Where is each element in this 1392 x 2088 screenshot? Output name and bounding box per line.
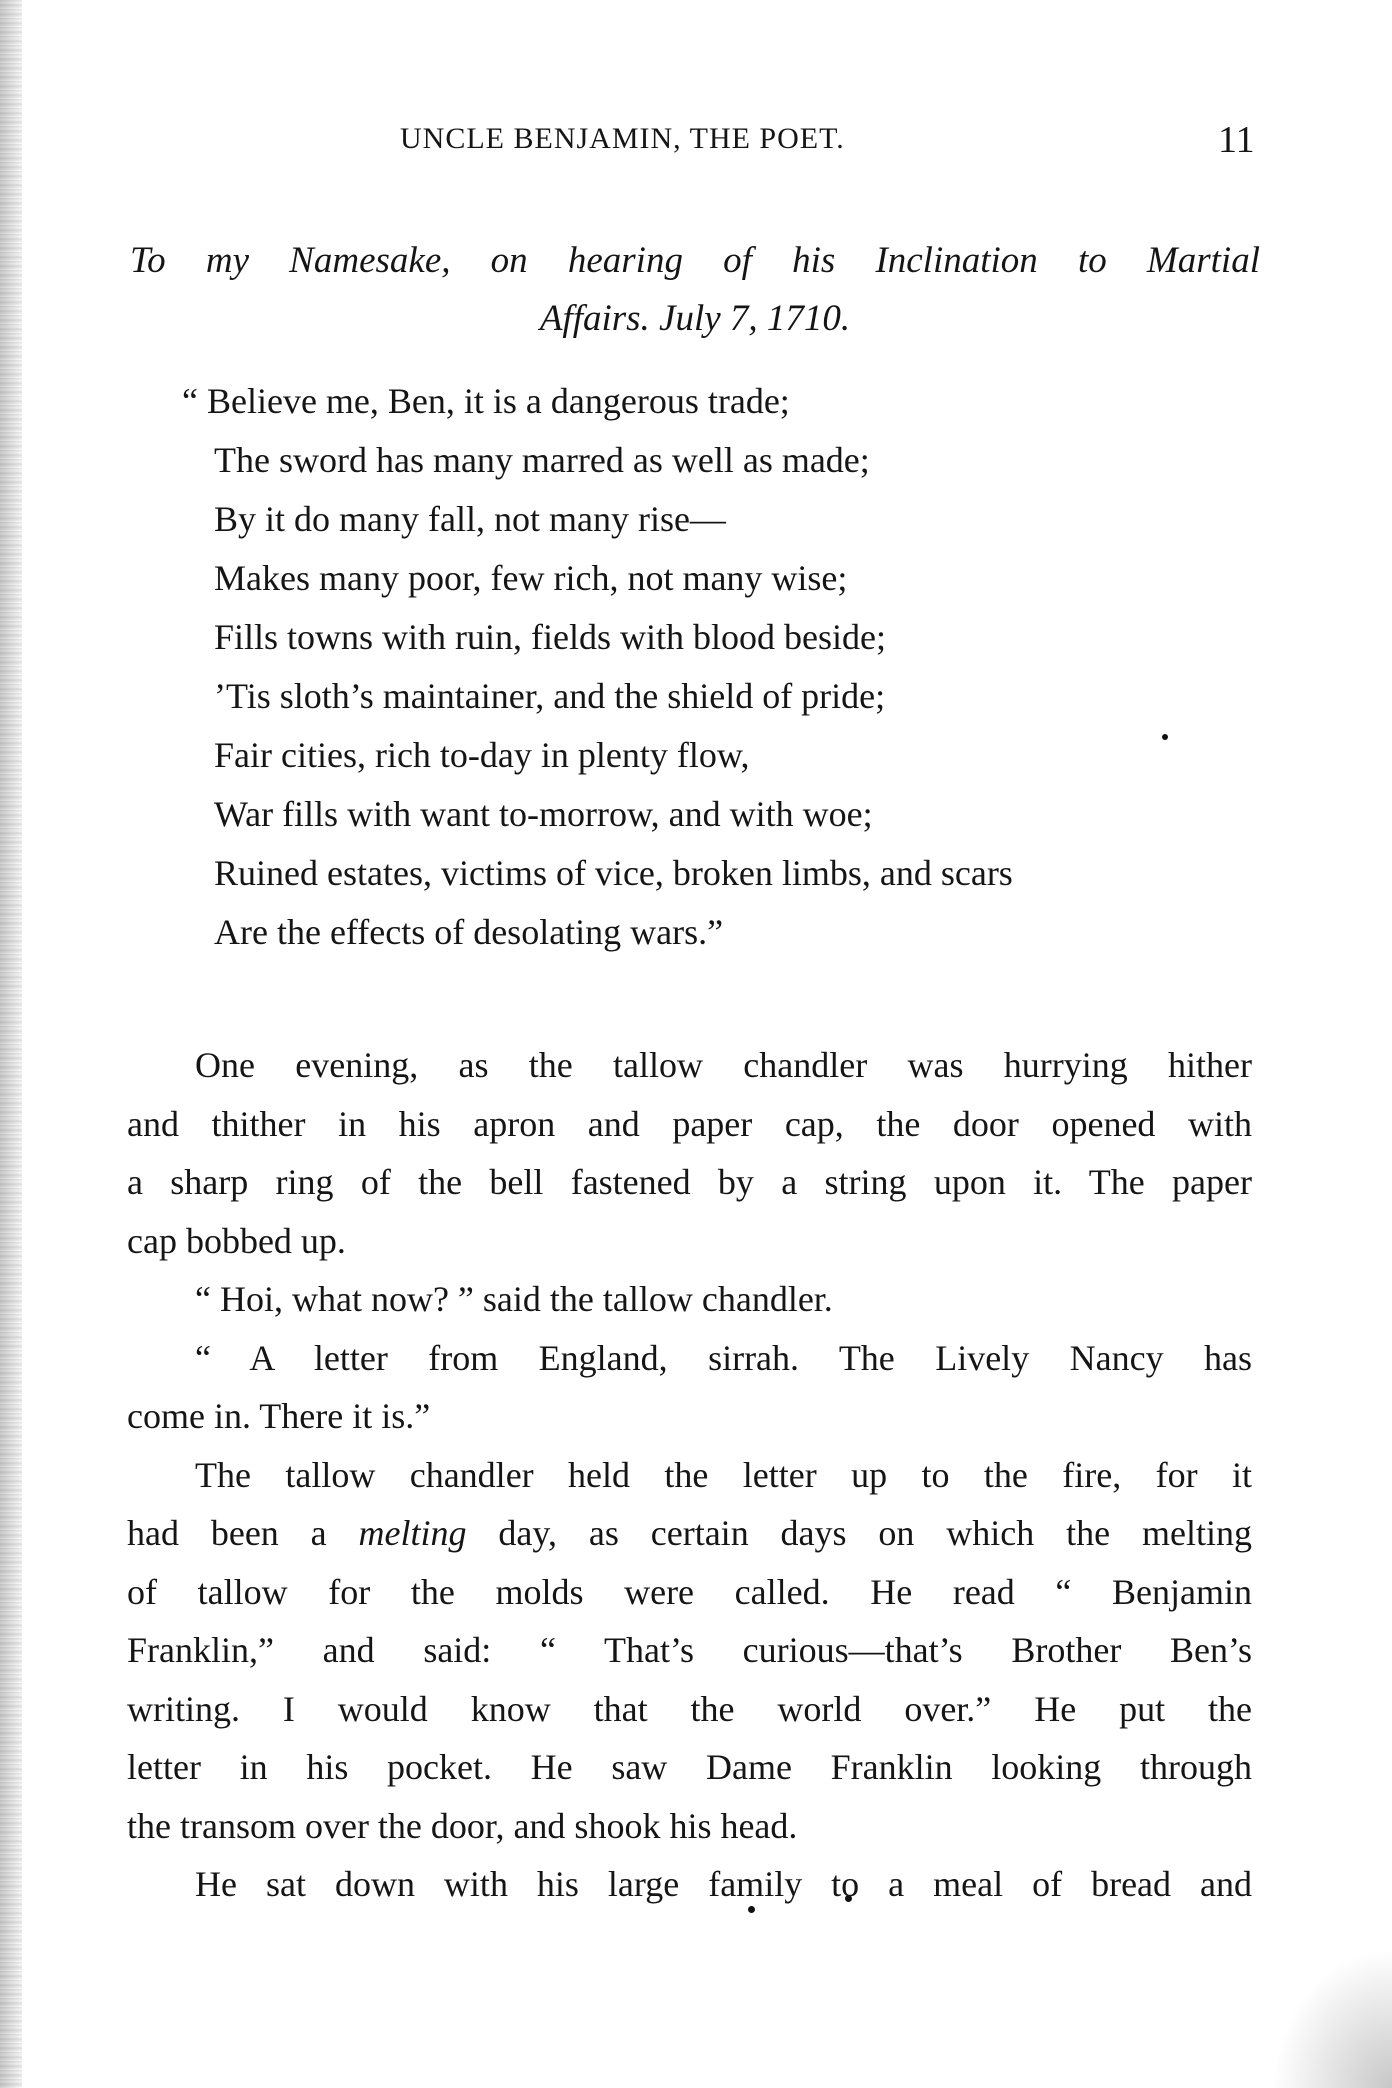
poem-line: The sword has many marred as well as made;: [214, 440, 870, 480]
poem-line: War fills with want to-morrow, and with woe;: [214, 794, 873, 834]
page-number: 11: [1218, 119, 1255, 161]
poem-line: Ruined estates, victims of vice, broken limbs, and scars: [214, 853, 1013, 893]
prose-line: a sharp ring of the bell fastened by a string upon it. The paper: [127, 1162, 1252, 1202]
prose-line: Franklin,” and said: “ That’s curious—that’s Brother Ben’s: [127, 1630, 1252, 1670]
prose-line: come in. There it is.”: [127, 1396, 431, 1436]
prose-line: “ A letter from England, sirrah. The Lively Nancy has: [195, 1337, 1252, 1378]
poem-line: Are the effects of desolating wars.”: [214, 912, 724, 952]
poem-heading: [130, 232, 1260, 348]
poem-line: Makes many poor, few rich, not many wise;: [214, 558, 848, 598]
poem-line: Fills towns with ruin, fields with blood beside;: [214, 617, 886, 657]
poem-line: ’Tis sloth’s maintainer, and the shield of pride;: [214, 676, 886, 716]
prose-text: had been a: [127, 1513, 359, 1553]
running-head-title: UNCLE BENJAMIN, THE POET.: [400, 122, 845, 155]
poem-line: “ Believe me, Ben, it is a dangerous trade;: [182, 381, 790, 421]
running-head: [0, 118, 1392, 168]
prose-line: and thither in his apron and paper cap, the door opened with: [127, 1103, 1252, 1144]
poem-line: Fair cities, rich to-day in plenty flow,: [214, 735, 750, 775]
poem-heading-line-2: Affairs. July 7, 1710.: [539, 298, 851, 339]
scan-corner-shadow: [1272, 1948, 1392, 2088]
scan-edge-shadow: [0, 0, 22, 2088]
poem-line: By it do many fall, not many rise—: [214, 499, 726, 539]
prose-body: [127, 1036, 1252, 1914]
prose-line: “ Hoi, what now? ” said the tallow chandler.: [195, 1279, 833, 1319]
poem-body: [182, 372, 1013, 962]
print-speck: [1162, 734, 1168, 740]
prose-line: One evening, as the tallow chandler was hurrying hither: [195, 1045, 1252, 1085]
prose-line: letter in his pocket. He saw Dame Franklin looking through: [127, 1747, 1252, 1787]
prose-line: writing. I would know that the world over.” He put the: [127, 1688, 1252, 1729]
italic-word: melting: [358, 1513, 467, 1553]
prose-line: cap bobbed up.: [127, 1220, 346, 1261]
prose-line: the transom over the door, and shook his head.: [127, 1805, 798, 1846]
prose-line: of tallow for the molds were called. He read “ Benjamin: [127, 1571, 1252, 1612]
prose-text: day, as certain days on which the melting: [466, 1513, 1252, 1553]
poem-heading-line-1: To my Namesake, on hearing of his Inclination to Martial: [130, 240, 1260, 281]
prose-line-with-italic: [127, 1504, 1252, 1563]
prose-line: He sat down with his large family to a meal of bread and: [195, 1864, 1252, 1904]
prose-line: The tallow chandler held the letter up to the fire, for it: [195, 1454, 1252, 1495]
